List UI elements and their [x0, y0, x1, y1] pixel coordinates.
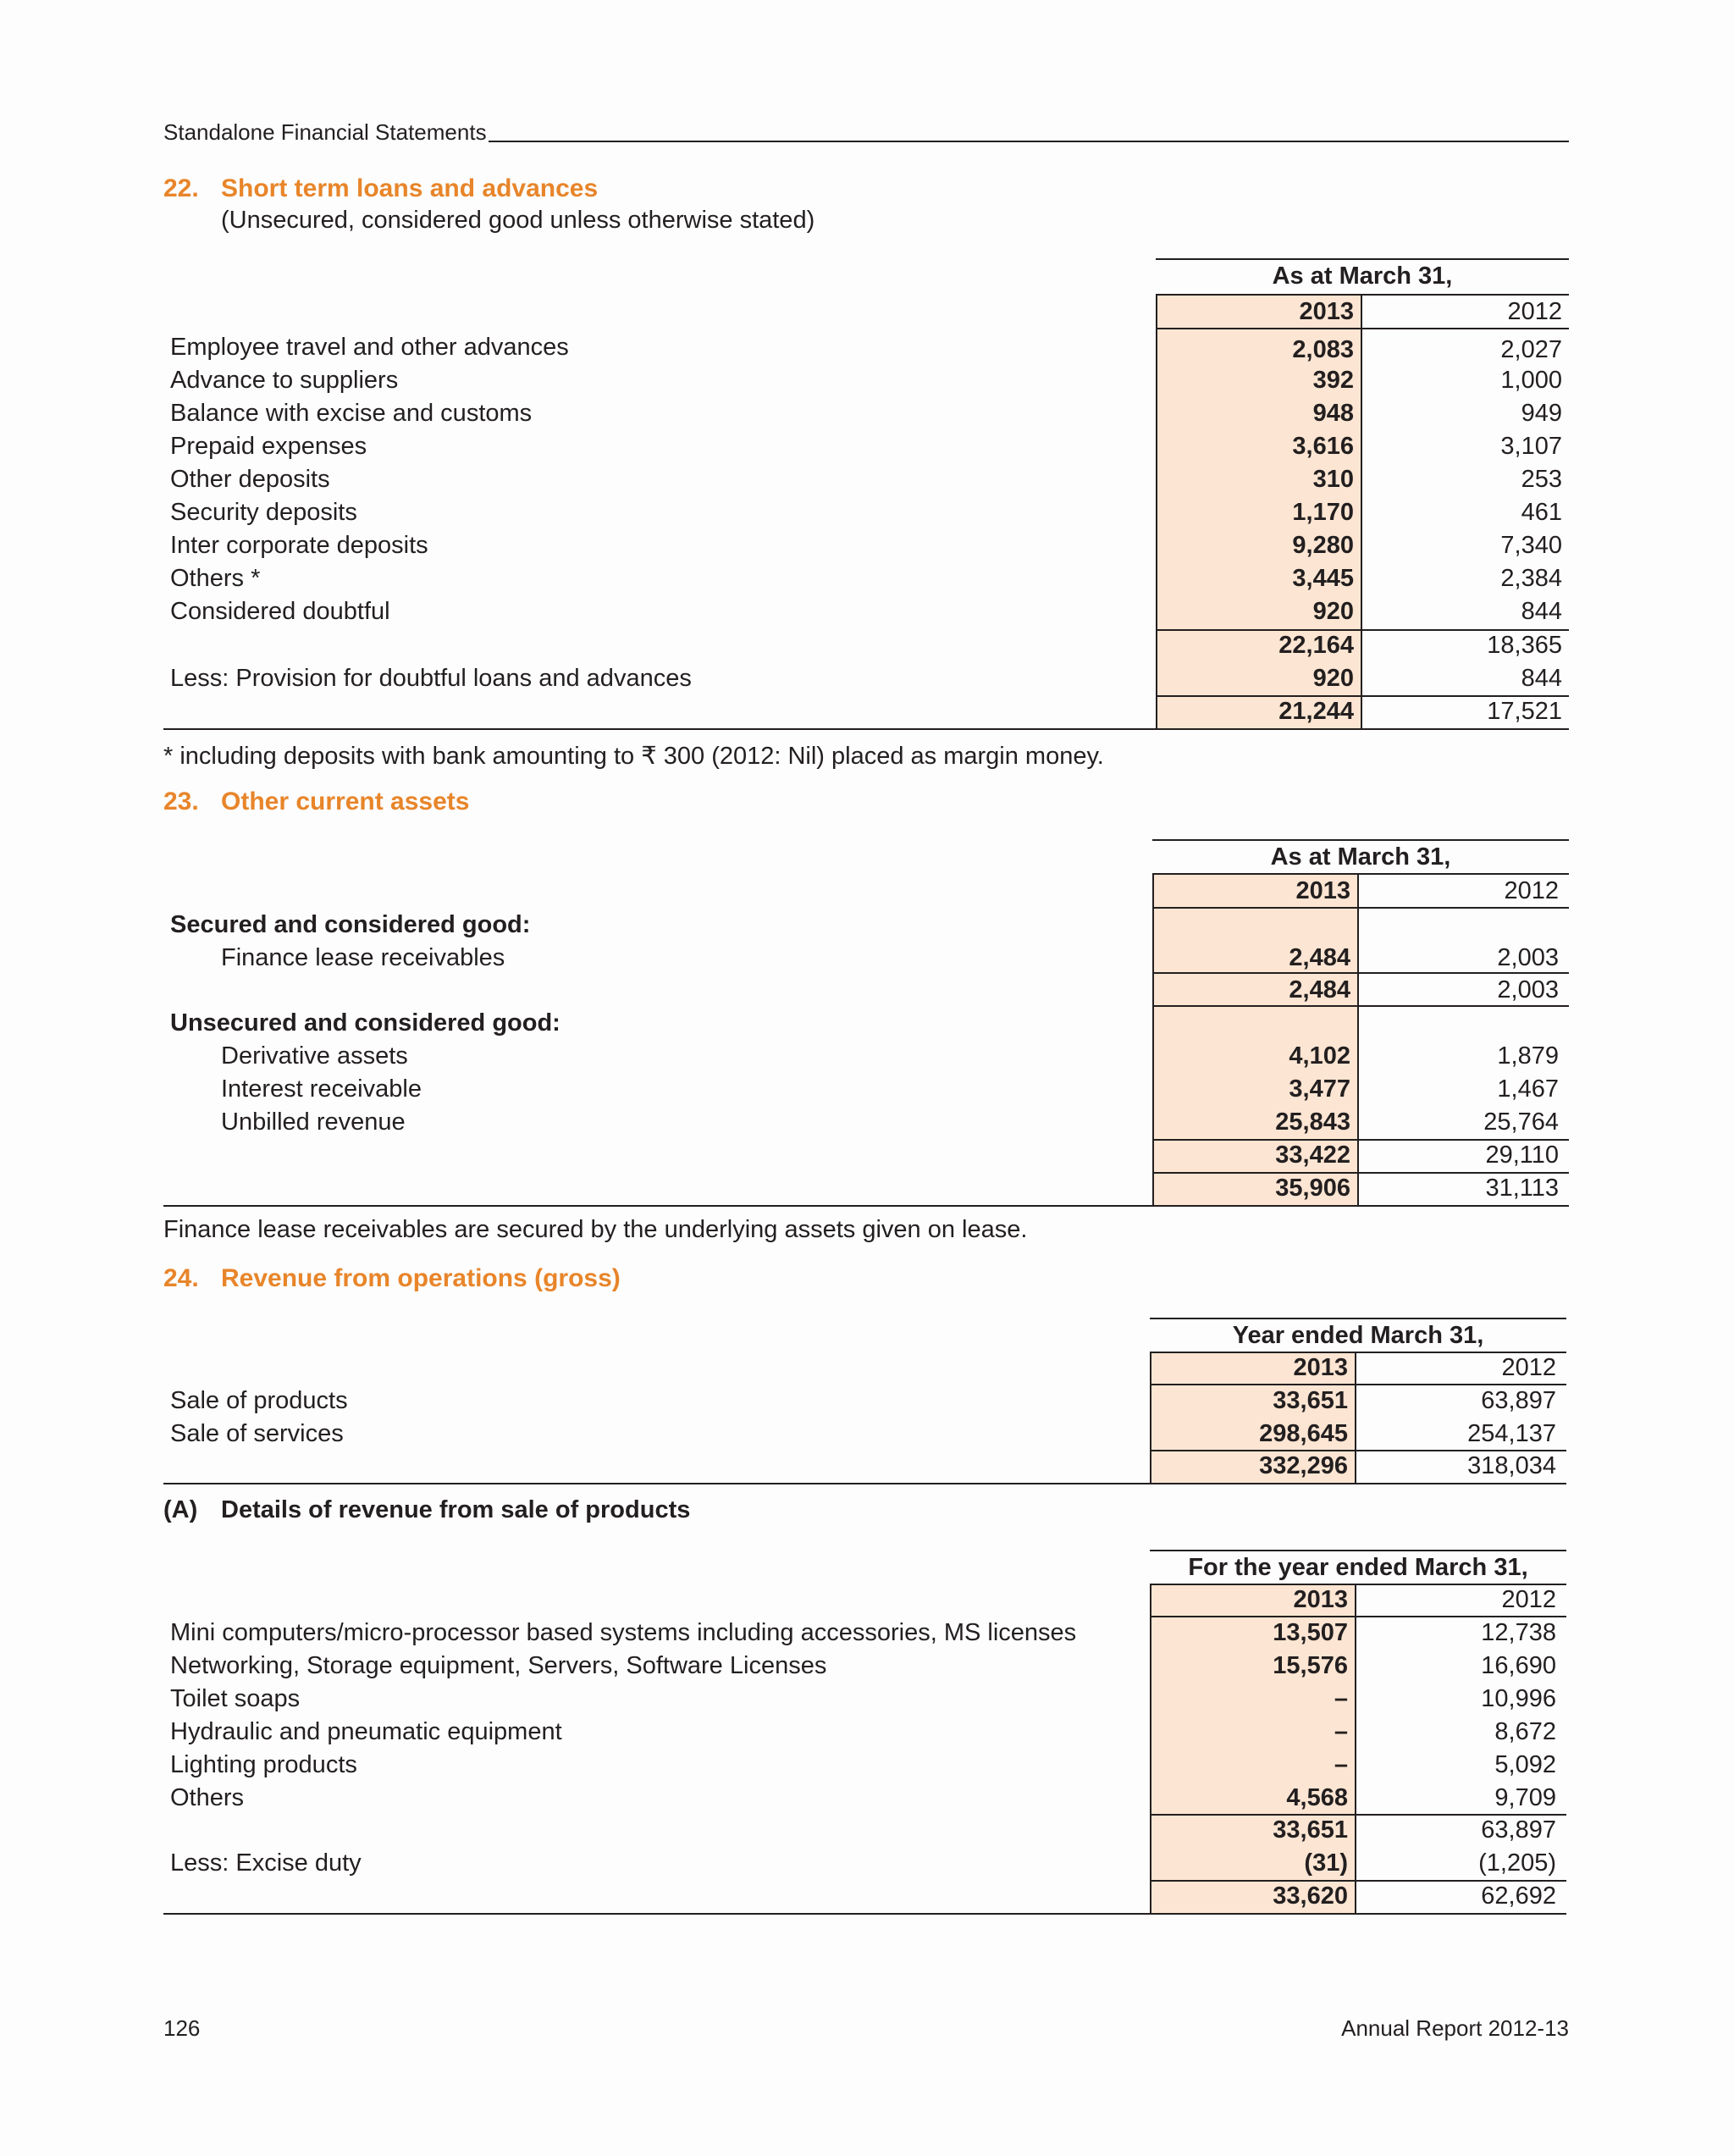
rule	[1156, 328, 1569, 329]
report-name: Annual Report 2012-13	[1341, 2015, 1569, 2041]
value-2012: 2,027	[1500, 336, 1562, 363]
value-2013: 33,620	[1273, 1882, 1348, 1910]
value-2013: –	[1334, 1718, 1348, 1745]
value-2013: 3,477	[1289, 1075, 1350, 1103]
table-other-current-assets	[163, 839, 1569, 1205]
value-2012: 10,996	[1481, 1685, 1556, 1712]
row-label: Sale of products	[170, 1387, 348, 1414]
section-22-title: 22. Short term loans and advances	[163, 174, 599, 202]
value-2013: 4,568	[1286, 1784, 1348, 1811]
row-label: Inter corporate deposits	[170, 532, 428, 559]
row-label: Less: Excise duty	[170, 1849, 362, 1877]
row-label: Considered doubtful	[170, 598, 390, 625]
row-label: Toilet soaps	[170, 1685, 301, 1712]
value-2013: 9,280	[1292, 532, 1354, 559]
value-2012: 25,764	[1483, 1108, 1559, 1136]
value-2012: 2,003	[1497, 976, 1559, 1003]
col-header-2012: 2012	[1501, 1354, 1556, 1381]
table-bottom-rule	[163, 1483, 1566, 1484]
value-2013: 13,507	[1273, 1619, 1348, 1646]
table-short-term-loans	[163, 258, 1569, 728]
value-2012: 253	[1521, 466, 1562, 493]
value-2013: 920	[1312, 665, 1354, 692]
row-label: Unsecured and considered good:	[170, 1009, 561, 1037]
value-2013: 33,651	[1273, 1816, 1348, 1844]
row-label: Finance lease receivables	[221, 944, 505, 971]
column-caption: For the year ended March 31,	[1188, 1554, 1528, 1581]
value-2013: 310	[1312, 466, 1354, 493]
section-22-footnote: * including deposits with bank amounting to ₹ 300 (2012: Nil) placed as margin money.	[163, 743, 1104, 770]
row-label: Sale of services	[170, 1420, 344, 1447]
value-2013: 4,102	[1289, 1042, 1350, 1070]
value-2012: 2,384	[1500, 565, 1562, 592]
running-header	[163, 120, 1569, 146]
page-number: 126	[163, 2015, 201, 2041]
value-2013: 15,576	[1273, 1652, 1348, 1679]
value-2012: 254,137	[1467, 1420, 1556, 1447]
row-label: Balance with excise and customs	[170, 400, 533, 427]
row-label: Mini computers/micro-processor based systems including accessories, MS licenses	[170, 1619, 1077, 1646]
value-2013: 22,164	[1278, 632, 1354, 659]
value-2012: 1,879	[1497, 1042, 1559, 1070]
section-22-subtitle: (Unsecured, considered good unless otherwise stated)	[221, 207, 815, 234]
row-label: Others *	[170, 565, 261, 592]
value-2012: 5,092	[1494, 1751, 1556, 1778]
section-24-title: 24. Revenue from operations (gross)	[163, 1264, 621, 1292]
value-2013: –	[1334, 1751, 1348, 1778]
col-header-2013: 2013	[1293, 1586, 1348, 1613]
column-caption: As at March 31,	[1270, 843, 1451, 871]
value-2012: 3,107	[1500, 433, 1562, 460]
section-23-note: Finance lease receivables are secured by the underlying assets given on lease.	[163, 1216, 1028, 1243]
value-2012: 63,897	[1481, 1387, 1556, 1414]
value-2013: 25,843	[1275, 1108, 1350, 1136]
value-2013: 332,296	[1259, 1452, 1348, 1479]
row-label: Lighting products	[170, 1751, 357, 1778]
value-2013: 3,616	[1292, 433, 1354, 460]
value-2013: 1,170	[1292, 499, 1354, 526]
value-2012: 1,467	[1497, 1075, 1559, 1103]
value-2012: 8,672	[1494, 1718, 1556, 1745]
value-2012: 7,340	[1500, 532, 1562, 559]
value-2012: 62,692	[1481, 1882, 1556, 1910]
value-2013: 920	[1312, 598, 1354, 625]
row-label: Prepaid expenses	[170, 433, 367, 460]
value-2012: 318,034	[1467, 1452, 1556, 1479]
row-label: Unbilled revenue	[221, 1108, 406, 1136]
row-label: Employee travel and other advances	[170, 334, 569, 361]
row-label: Derivative assets	[221, 1042, 408, 1070]
row-label: Secured and considered good:	[170, 911, 531, 938]
row-label: Less: Provision for doubtful loans and advances	[170, 665, 692, 692]
value-2012: 9,709	[1494, 1784, 1556, 1811]
column-caption: Year ended March 31,	[1232, 1322, 1484, 1349]
value-2012: 844	[1521, 598, 1562, 625]
table-bottom-rule	[163, 1205, 1569, 1207]
value-2013: 948	[1312, 400, 1354, 427]
section-23-title: 23. Other current assets	[163, 788, 470, 815]
value-2013: 2,083	[1292, 336, 1354, 363]
value-2013: 3,445	[1292, 565, 1354, 592]
value-2012: 461	[1521, 499, 1562, 526]
value-2012: 29,110	[1485, 1142, 1559, 1169]
value-2012: 844	[1521, 665, 1562, 692]
value-2012: 2,003	[1497, 944, 1559, 971]
rule	[1152, 1005, 1569, 1007]
row-label: Others	[170, 1784, 245, 1811]
value-2012: 16,690	[1481, 1652, 1556, 1679]
value-2013: 35,906	[1275, 1175, 1350, 1202]
value-2013: –	[1334, 1685, 1348, 1712]
col-header-2012: 2012	[1501, 1586, 1556, 1613]
value-2012: (1,205)	[1478, 1849, 1556, 1877]
header-rule	[489, 141, 1569, 142]
col-header-2013: 2013	[1299, 298, 1354, 325]
value-2013: (31)	[1304, 1849, 1348, 1877]
col-header-2012: 2012	[1504, 877, 1559, 904]
col-header-2013: 2013	[1295, 877, 1350, 904]
value-2012: 18,365	[1487, 632, 1562, 659]
value-2012: 63,897	[1481, 1816, 1556, 1844]
value-2013: 21,244	[1278, 698, 1354, 725]
column-caption: As at March 31,	[1272, 263, 1453, 290]
value-2012: 17,521	[1487, 698, 1562, 725]
value-2013: 33,422	[1275, 1142, 1350, 1169]
table-bottom-rule	[163, 1913, 1566, 1915]
value-2013: 2,484	[1289, 944, 1350, 971]
row-label: Advance to suppliers	[170, 367, 399, 394]
section-24a-title: (A) Details of revenue from sale of products	[163, 1496, 691, 1523]
row-label: Networking, Storage equipment, Servers, Software Licenses	[170, 1652, 827, 1679]
running-title: Standalone Financial Statements	[163, 119, 487, 145]
col-header-2013: 2013	[1293, 1354, 1348, 1381]
row-label: Hydraulic and pneumatic equipment	[170, 1718, 562, 1745]
row-label: Other deposits	[170, 466, 330, 493]
table-bottom-rule	[163, 728, 1569, 730]
value-2012: 1,000	[1500, 367, 1562, 394]
value-2013: 33,651	[1273, 1387, 1348, 1414]
row-label: Security deposits	[170, 499, 357, 526]
table-revenue-sale-of-products	[163, 1550, 1569, 1913]
value-2012: 31,113	[1485, 1175, 1559, 1202]
rule	[1152, 907, 1569, 909]
value-2013: 392	[1312, 367, 1354, 394]
value-2013: 2,484	[1289, 976, 1350, 1003]
col-header-2012: 2012	[1507, 298, 1562, 325]
row-label: Interest receivable	[221, 1075, 422, 1103]
value-2012: 12,738	[1481, 1619, 1556, 1646]
value-2013: 298,645	[1259, 1420, 1348, 1447]
value-2012: 949	[1521, 400, 1562, 427]
table-revenue-from-operations	[163, 1318, 1569, 1483]
